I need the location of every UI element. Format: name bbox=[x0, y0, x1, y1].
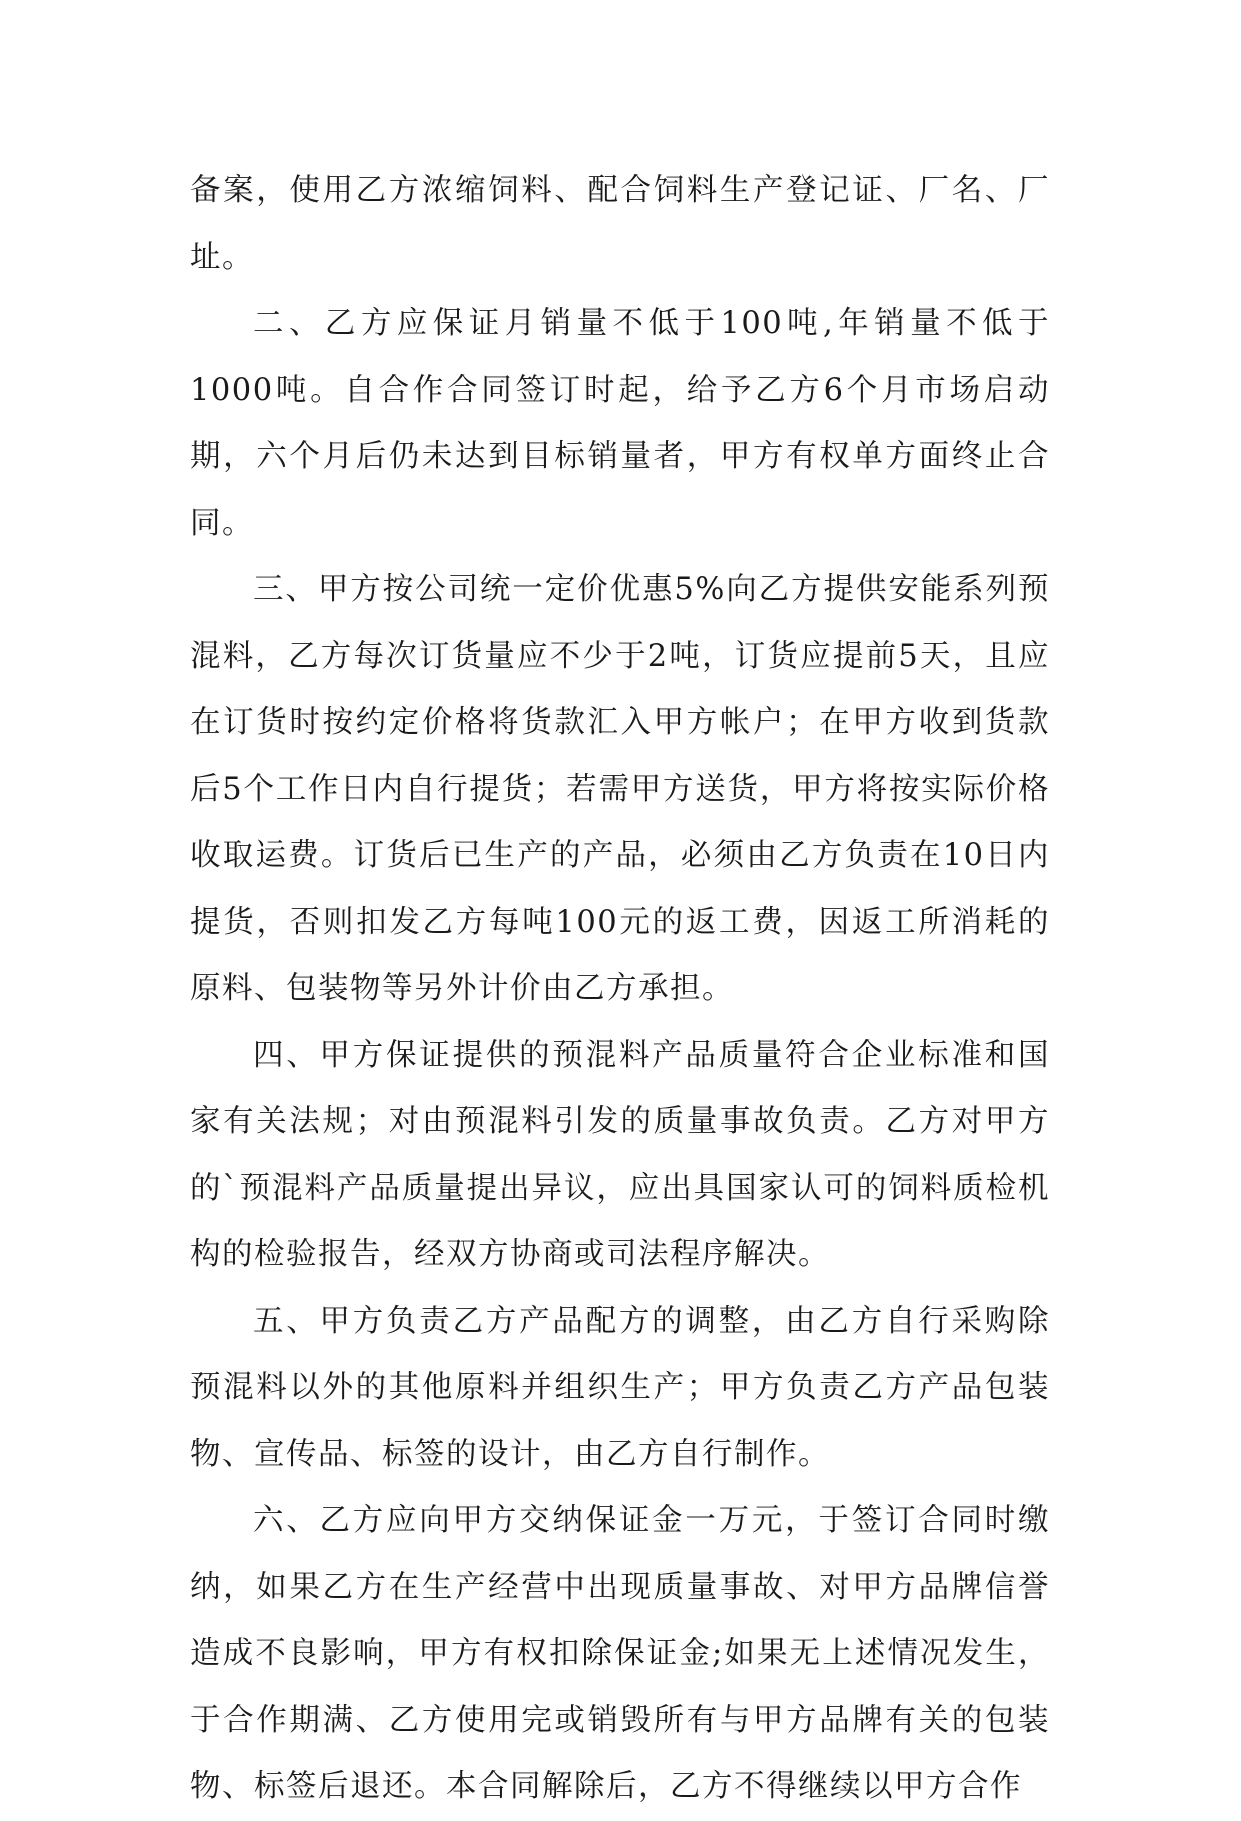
paragraph-clause-3: 三、甲方按公司统一定价优惠5%向乙方提供安能系列预混料，乙方每次订货量应不少于2吨，订货应提前5天，且应在订货时按约定价格将货款汇入甲方帐户；在甲方收到货款后5个工作日内自行提货；若需甲方送货，甲方将按实际价格收取运费。订货后已生产的产品，必须由乙方负责在10日内提货，否则扣发乙方每吨100元的返工费，因返工所消耗的原料、包装物等另外计价由乙方承担。 bbox=[190, 572, 1050, 1006]
paragraph-continuation: 备案，使用乙方浓缩饲料、配合饲料生产登记证、厂名、厂址。 bbox=[190, 173, 1050, 275]
paragraph-clause-2: 二、乙方应保证月销量不低于100吨,年销量不低于1000吨。自合作合同签订时起，给予乙方6个月市场启动期，六个月后仍未达到目标销量者，甲方有权单方面终止合同。 bbox=[190, 306, 1050, 541]
paragraph-clause-6: 六、乙方应向甲方交纳保证金一万元，于签订合同时缴纳，如果乙方在生产经营中出现质量事故、对甲方品牌信誉造成不良影响，甲方有权扣除保证金;如果无上述情况发生，于合作期满、乙方使用完或销毁所有与甲方品牌有关的包装物、标签后退还。本合同解除后，乙方不得继续以甲方合作 bbox=[190, 1503, 1050, 1804]
document-body bbox=[190, 158, 1050, 1821]
paragraph-clause-4: 四、甲方保证提供的预混料产品质量符合企业标准和国家有关法规；对由预混料引发的质量事故负责。乙方对甲方的`预混料产品质量提出异议，应出具国家认可的饲料质检机构的检验报告，经双方协商或司法程序解决。 bbox=[190, 1037, 1050, 1272]
paragraph-clause-5: 五、甲方负责乙方产品配方的调整，由乙方自行采购除预混料以外的其他原料并组织生产；甲方负责乙方产品包装物、宣传品、标签的设计，由乙方自行制作。 bbox=[190, 1303, 1050, 1472]
